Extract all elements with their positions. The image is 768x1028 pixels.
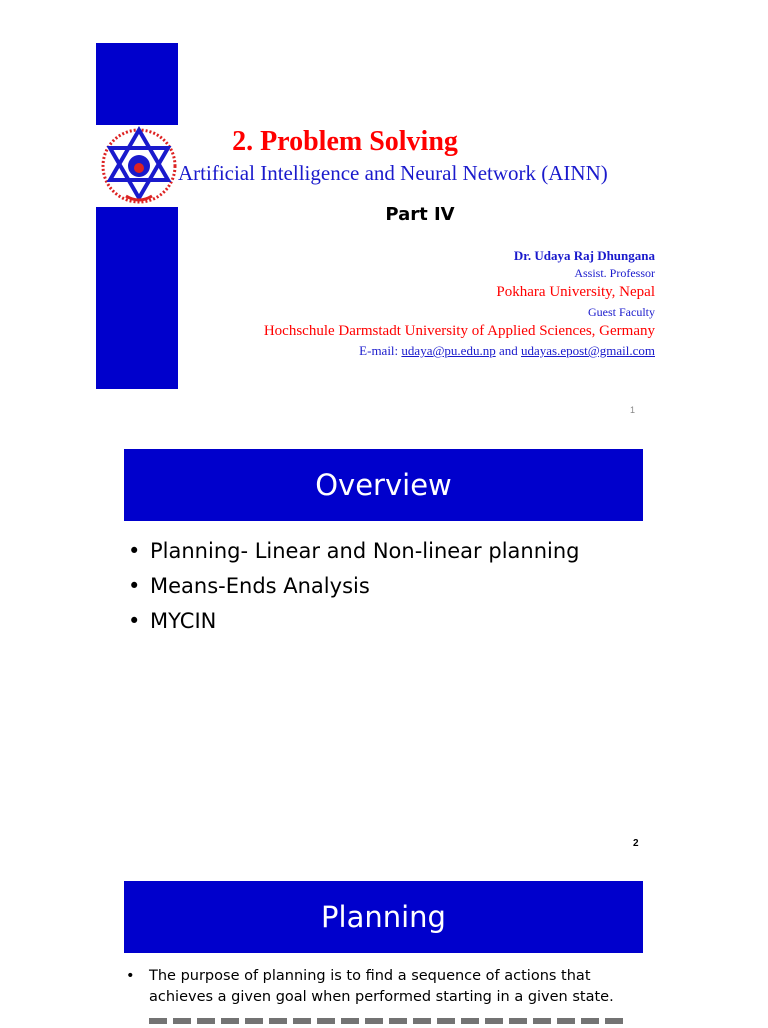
author-name: Dr. Udaya Raj Dhungana: [513, 248, 655, 263]
bullet-icon: •: [128, 539, 141, 563]
university-emblem-icon: [98, 124, 180, 208]
part-label: Part IV: [385, 204, 455, 225]
course-subtitle: Artificial Intelligence and Neural Network (AINN): [178, 161, 608, 185]
list-item: • MYCIN: [128, 604, 580, 639]
bullet-icon: •: [128, 574, 141, 598]
bullet-icon: •: [126, 968, 135, 984]
decorative-blue-bar-bottom: [96, 207, 178, 389]
overview-bullet-list: [128, 534, 580, 639]
planning-bullet-text: The purpose of planning is to find a sequence of actions that achieves a given goal when performed starting in a given state.: [149, 968, 614, 1005]
email-prefix: E-mail:: [359, 343, 402, 358]
overview-heading: Overview: [315, 468, 452, 502]
affiliation-pokhara: Pokhara University, Nepal: [496, 284, 655, 300]
list-item: • Planning- Linear and Non-linear planning: [128, 534, 580, 569]
decorative-blue-bar-top: [96, 43, 178, 125]
overview-header: [124, 449, 643, 521]
list-item: • Means-Ends Analysis: [128, 569, 580, 604]
email-link-pu[interactable]: udaya@pu.edu.np: [401, 343, 496, 358]
presentation-title: 2. Problem Solving: [232, 126, 458, 157]
planning-header: [124, 881, 643, 953]
email-link-gmail[interactable]: udayas.epost@gmail.com: [521, 343, 655, 358]
page-number: 2: [633, 838, 639, 849]
planning-heading: Planning: [321, 900, 446, 934]
author-role-professor: Assist. Professor: [574, 266, 655, 280]
affiliation-darmstadt: Hochschule Darmstadt University of Applied Sciences, Germany: [263, 323, 655, 339]
author-role-guest: Guest Faculty: [588, 305, 655, 319]
email-joiner: and: [495, 343, 521, 358]
planning-bullet: [126, 966, 626, 1008]
bullet-icon: •: [128, 609, 141, 633]
email-line: [359, 343, 655, 359]
page-number: 1: [630, 405, 636, 415]
cropped-text-line: [126, 1018, 626, 1028]
